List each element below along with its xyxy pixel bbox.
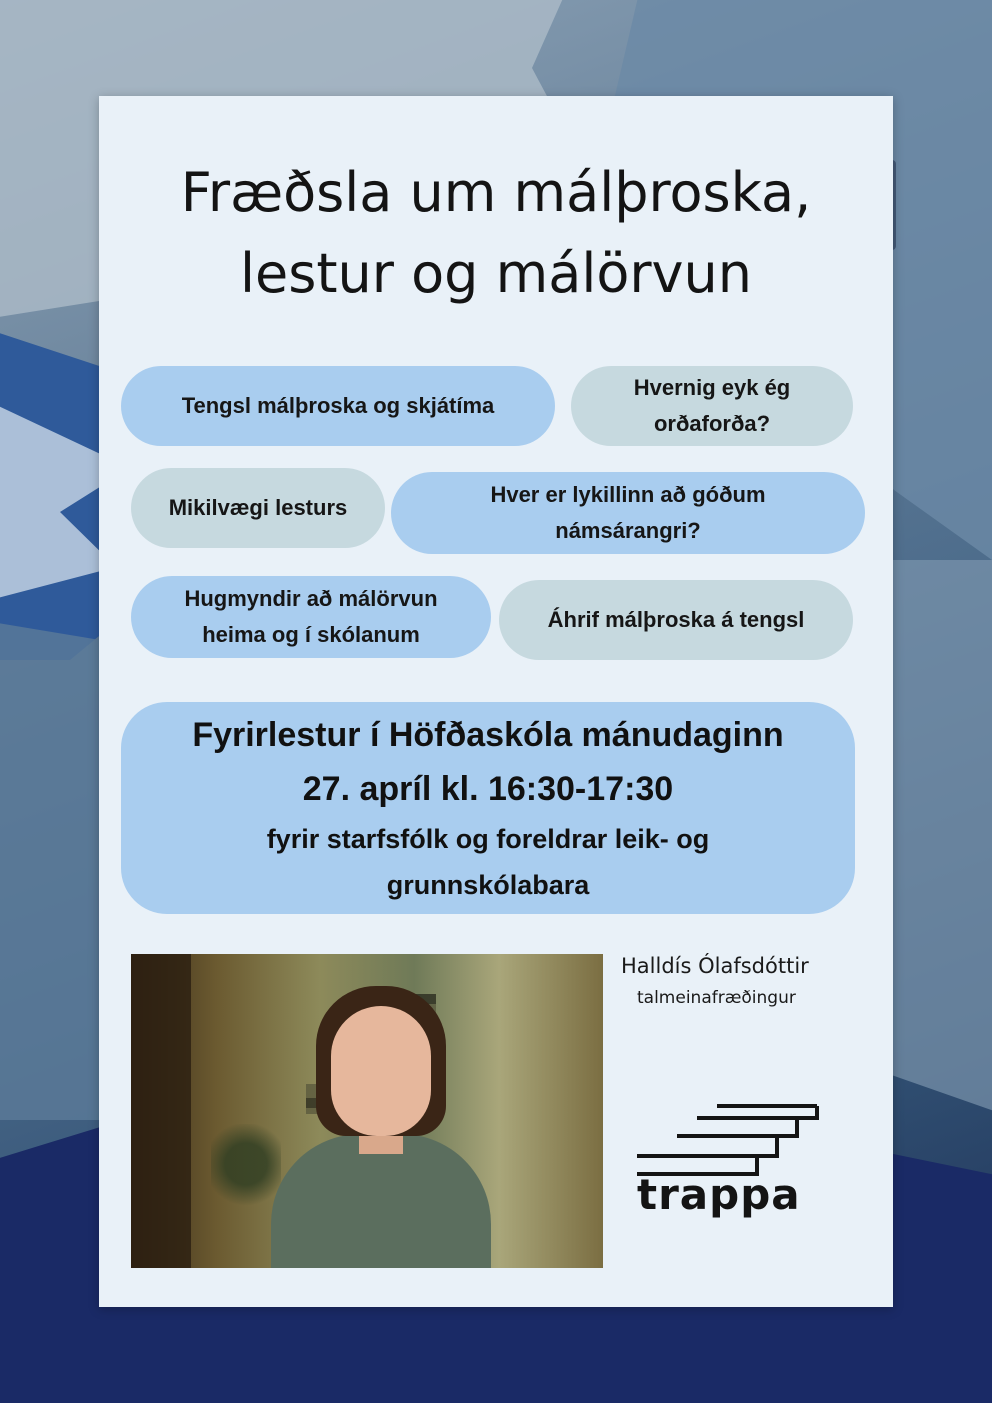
topic-pill-reading (131, 468, 385, 548)
stairs-logo-icon (637, 1104, 819, 1178)
topic-pill-screen-time (121, 366, 555, 446)
topic-pill-relations (499, 580, 853, 660)
topic-label: Hugmyndir að málörvun heima og í skólanum (184, 586, 438, 647)
poster-title-line-2: lestur og málörvun (240, 242, 752, 305)
speaker-role: talmeinafræðingur (637, 988, 796, 1008)
event-audience-2: grunnskólabara (386, 870, 590, 900)
topic-pill-vocabulary (571, 366, 853, 446)
topic-label: Hvernig eyk ég orðaforða? (633, 375, 791, 436)
topic-label: Áhrif málþroska á tengsl (547, 607, 805, 632)
topic-label: Hver er lykillinn að góðum námsárangri? (490, 482, 766, 543)
speaker-name: Halldís Ólafsdóttir (621, 954, 809, 978)
poster-title-line-1: Fræðsla um málþroska, (180, 161, 812, 224)
event-line-1: Fyrirlestur í Höfðaskóla mánudaginn (192, 716, 784, 754)
event-date-time: 27. apríl kl. 16:30-17:30 (302, 770, 674, 808)
topic-pill-stimulation (131, 576, 491, 658)
topic-label: Tengsl málþroska og skjátíma (181, 393, 495, 418)
poster-card (99, 96, 893, 1307)
speaker-photo (131, 954, 603, 1268)
topic-pill-success (391, 472, 865, 554)
topic-label: Mikilvægi lesturs (168, 495, 348, 520)
event-audience-1: fyrir starfsfólk og foreldrar leik- og (266, 824, 710, 854)
trappa-logo-text: trappa (637, 1170, 801, 1219)
event-info-box (121, 702, 855, 914)
